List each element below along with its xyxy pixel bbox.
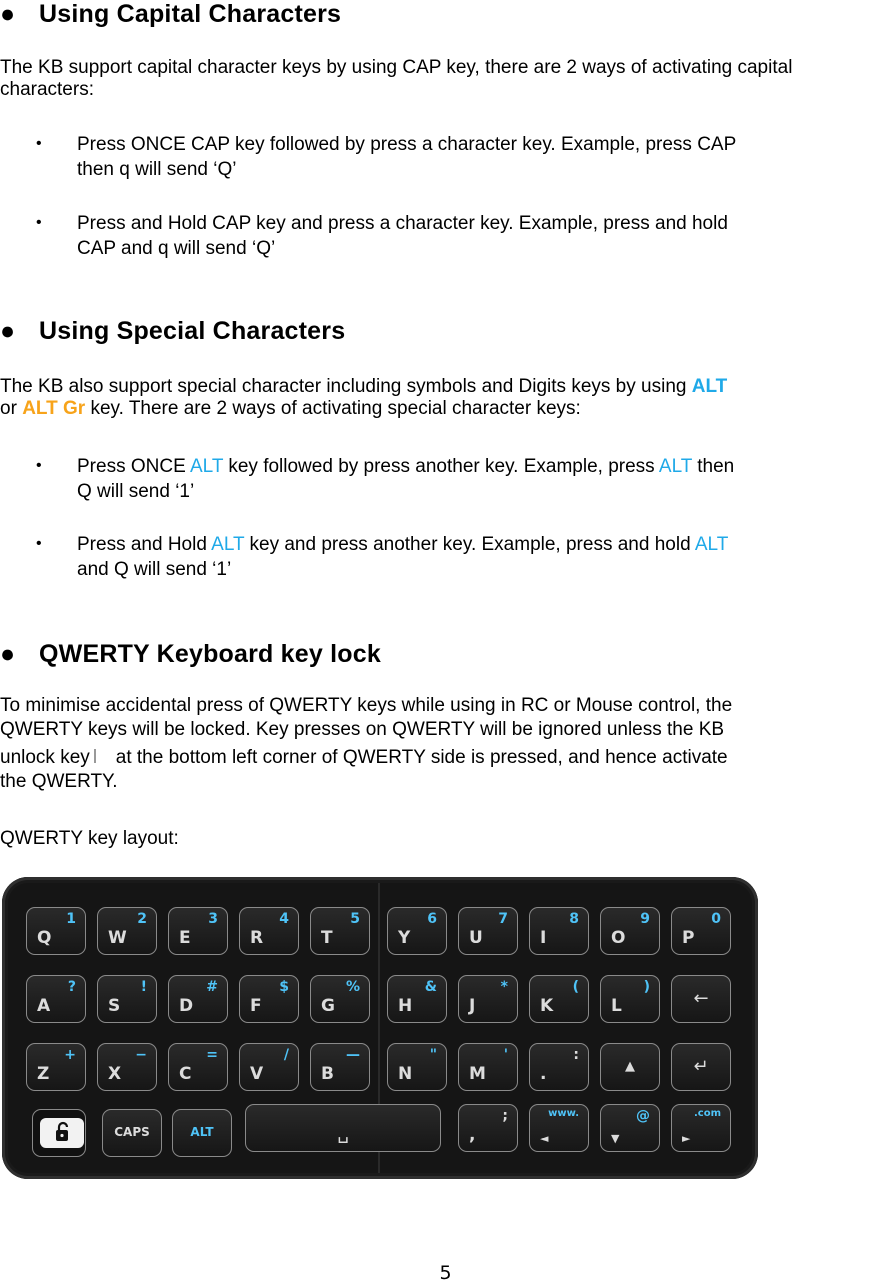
key-k: K (	[529, 975, 589, 1023]
key-s: S !	[97, 975, 157, 1023]
key-p: P 0	[671, 907, 731, 955]
heading-text: QWERTY Keyboard key lock	[39, 640, 381, 668]
right-arrow-icon: ►	[682, 1132, 691, 1145]
paragraph-special-intro: The KB also support special character including symbols and Digits keys by using ALT or ALT Gr key. There are 2 ways of activating special character keys:	[0, 376, 728, 419]
key-i: I 8	[529, 907, 589, 955]
key-dotcom: .com ►	[671, 1104, 731, 1152]
key-a: A ?	[26, 975, 86, 1023]
key-alt: ALT	[172, 1109, 232, 1157]
key-at: @ ▼	[600, 1104, 660, 1152]
bullet-icon: ●	[0, 0, 16, 28]
key-b: B —	[310, 1043, 370, 1091]
key-l: L )	[600, 975, 660, 1023]
key-caps: CAPS	[102, 1109, 162, 1157]
key-up	[600, 1043, 660, 1091]
enter-icon: ↵	[693, 1056, 709, 1077]
up-arrow-icon: ▲	[625, 1059, 635, 1074]
document-page: ● Using Capital Characters The KB support capital character keys by using CAP key, there are 2 ways of activating capital characters: • Press ONCE CAP key followed by press a character key. Example, press CAP then q will send ‘Q’ • Press and Hold CAP key and press a character key. Example, press and hold CAP and q will send ‘Q’ ● Using Special Characters The KB also support special character including symbols and Digits keys by using ALT or ALT Gr key. There are 2 ways of activating special character keys: • Press ONCE ALT key followed by press another key. Example, press ALT then Q will send ‘1’ • Press and Hold ALT key and press another key. Example, press and hold ALT and Q will send ‘1’ ● QWERTY Keyboard key lock To minimise accidental press of QWERTY keys while using in RC or Mouse control, the QWERTY keys will be locked. Key presses on QWERTY will be ignored unless the KB unlock key at the bottom left corner of QWERTY side is pressed, and hence activate the QWERTY. QWERTY key layout: Q 1 W 2 E 3 R 4 T 5 Y 6 U 7 I 8 O 9 P 0 A ? S ! D # F $ G % H & J * K ( L ) ← Z + X − C = V / B — N " M ' . : ▲ ↵ CAPS ALT ␣ , ; www. ◄ @ ▼ .com ► 5	[0, 0, 891, 1283]
key-o: O 9	[600, 907, 660, 955]
list-item-line: then q will send ‘Q’	[77, 159, 237, 180]
bullet-icon: ●	[0, 317, 16, 345]
list-item-line: CAP and q will send ‘Q’	[77, 238, 276, 259]
key-c: C =	[168, 1043, 228, 1091]
key-r: R 4	[239, 907, 299, 955]
key-f: F $	[239, 975, 299, 1023]
key-v: V /	[239, 1043, 299, 1091]
heading-text: Using Special Characters	[39, 317, 346, 345]
key-e: E 3	[168, 907, 228, 955]
paragraph-key-lock: To minimise accidental press of QWERTY keys while using in RC or Mouse control, the QWERTY keys will be locked. Key presses on QWERTY will be ignored unless the KB unlock key at the bottom left corner of QWERTY side is pressed, and hence activate the QWERTY.	[0, 695, 733, 792]
key-g: G %	[310, 975, 370, 1023]
key-period: . :	[529, 1043, 589, 1091]
unlock-icon	[40, 1118, 84, 1148]
key-j: J *	[458, 975, 518, 1023]
key-www: www. ◄	[529, 1104, 589, 1152]
alt-key-label: ALT	[691, 376, 728, 397]
key-t: T 5	[310, 907, 370, 955]
heading-text: Using Capital Characters	[39, 0, 342, 28]
layout-label: QWERTY key layout:	[0, 828, 179, 849]
left-arrow-icon: ◄	[540, 1132, 549, 1145]
list-item-line: Press and Hold CAP key and press a character key. Example, press and hold	[77, 213, 728, 234]
paragraph-capital-intro: The KB support capital character keys by using CAP key, there are 2 ways of activating capital characters:	[0, 57, 793, 100]
key-y: Y 6	[387, 907, 447, 955]
key-x: X −	[97, 1043, 157, 1091]
key-n: N "	[387, 1043, 447, 1091]
key-unlock	[32, 1109, 86, 1157]
key-backspace	[671, 975, 731, 1023]
key-z: Z +	[26, 1043, 86, 1091]
bullet-icon: ●	[0, 640, 16, 668]
key-m: M '	[458, 1043, 518, 1091]
key-space	[245, 1104, 441, 1152]
key-enter	[671, 1043, 731, 1091]
page-number: 5	[439, 1262, 452, 1284]
list-item-line: Press ONCE CAP key followed by press a character key. Example, press CAP	[77, 134, 737, 155]
key-h: H &	[387, 975, 447, 1023]
backspace-icon: ←	[693, 988, 709, 1009]
key-w: W 2	[97, 907, 157, 955]
space-icon: ␣	[337, 1123, 349, 1144]
key-u: U 7	[458, 907, 518, 955]
qwerty-keyboard-image	[2, 877, 758, 1179]
key-comma: , ;	[458, 1104, 518, 1152]
alt-gr-key-label: ALT Gr	[22, 398, 86, 419]
down-arrow-icon: ▼	[611, 1132, 620, 1145]
key-d: D #	[168, 975, 228, 1023]
key-q: Q 1	[26, 907, 86, 955]
